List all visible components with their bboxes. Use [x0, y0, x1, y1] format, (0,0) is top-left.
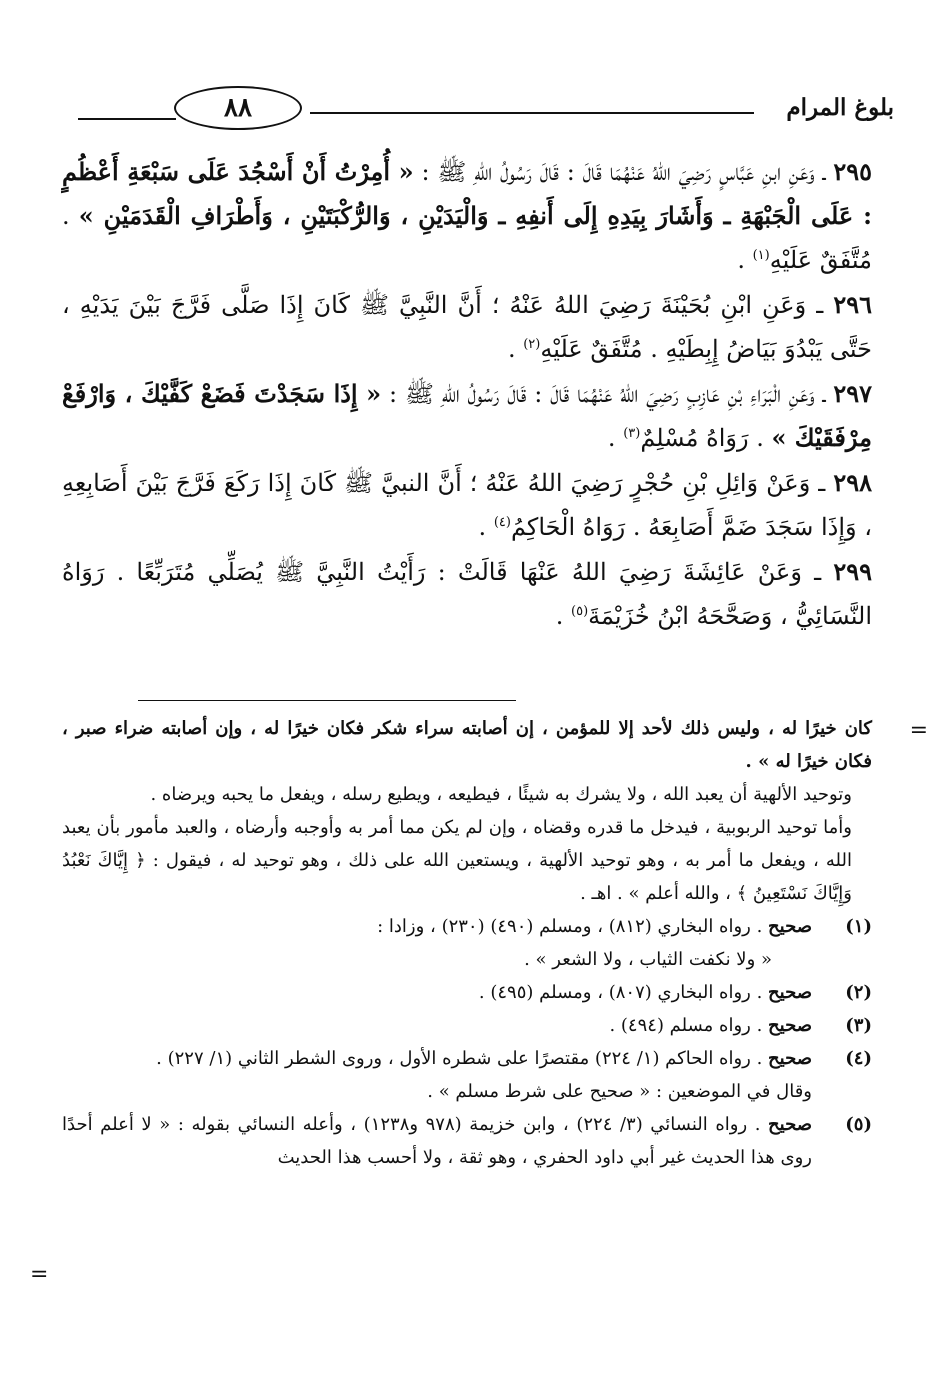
- footnote-text: . رواه البخاري (٨٠٧) ، ومسلم (٤٩٥) .: [478, 982, 769, 1003]
- continuation-mark-top: =: [909, 718, 928, 743]
- footnote-number: (٣): [845, 1015, 872, 1036]
- footnote-grade: صحيح: [768, 1048, 812, 1069]
- hadith-intro: وَعَنْ وَائِلِ بْنِ حُجْرٍ رَضِيَ اللهُ عَنْهُ ؛ أَنَّ النبيَّ ﷺ كَانَ إِذَا رَكَعَ فَرَّجَ بَيْنَ أَصَابِعِهِ ، وَإِذَا سَجَدَ ضَمَّ أَصَابِعَهُ: [62, 469, 872, 541]
- footnote-separator: [138, 700, 516, 701]
- hadith-intro: وَعَنِ ابْنِ بُحَيْنَةَ رَضِيَ اللهُ عَنْهُ ؛ أَنَّ النَّبِيَّ ﷺ كَانَ إِذَا صَلَّى فَرَّجَ بَيْنَ يَدَيْهِ ، حَتَّى يَبْدُوَ بَيَاضُ إِبِطَيْهِ: [62, 291, 872, 363]
- note-paragraph: [62, 712, 872, 778]
- footnote-4: [62, 1042, 872, 1075]
- footnote-text: . رواه الحاكم (١/ ٢٢٤) مقتصرًا على شطره الأول ، وروى الشطر الثاني (١/ ٢٢٧) .: [156, 1048, 769, 1069]
- hadith-end: .: [478, 513, 494, 541]
- footnote-text: . رواه مسلم (٤٩٤) .: [609, 1015, 769, 1036]
- continuation-mark-bottom: =: [30, 1262, 49, 1287]
- hadith-296: ٢٩٦ ـ وَعَنِ ابْنِ بُحَيْنَةَ رَضِيَ اللهُ عَنْهُ ؛ أَنَّ النَّبِيَّ ﷺ كَانَ إِذَا صَلَّى فَرَّجَ بَيْنَ يَدَيْهِ ، حَتَّى يَبْدُوَ بَيَاضُ إِبِطَيْهِ . مُتَّفَقٌ عَلَيْهِ$^{(٢)}$ .: [62, 290, 872, 363]
- hadith-source: . مُتَّفَقٌ عَلَيْهِ: [62, 202, 872, 274]
- footnote-text: . رواه النسائي (٣/ ٢٢٤) ، وابن خزيمة (٩٧٨ و١٢٣٨) ، وأعله النسائي بقوله : « لا أعلم أحدًا روى هذا الحديث غير أبي داود الحفري ، وهو ثقة ، ولا أحسب هذا الحديث: [62, 1114, 812, 1168]
- hadith-end: .: [507, 335, 524, 363]
- footnote-grade: صحيح: [768, 1114, 812, 1135]
- footnote-marker: (٥): [571, 604, 589, 619]
- hadith-end: .: [607, 424, 624, 452]
- footnote-grade: صحيح: [768, 916, 812, 937]
- hadith-end: .: [737, 246, 753, 274]
- footnote-marker: (١): [752, 248, 770, 263]
- note-paragraph: وأما توحيد الربوبية ، فيدخل ما قدره وقضاه ، وإن لم يكن مما أمر به وأوجبه وأرضاه ، والعبد مأمور بأن يعبد الله ، ويفعل ما أمر به ، وهو توحيد الألهية ، ويستعين الله على ذلك ، وهو توحيد له ، فيقول : ﴿ إِيَّاكَ نَعْبُدُ وَإِيَّاكَ نَسْتَعِينُ ﴾ ، والله أعلم » . اهـ .: [62, 817, 852, 904]
- hadith-number: ٢٩٨: [833, 468, 872, 497]
- footnote-1-extra: « ولا نكفت الثياب ، ولا الشعر » .: [524, 949, 772, 970]
- footnote-number: (٥): [845, 1114, 872, 1135]
- header-rule: [310, 112, 754, 114]
- hadith-number: ٢٩٦: [833, 290, 872, 319]
- page-header: [70, 88, 894, 144]
- hadith-298: ٢٩٨ ـ وَعَنْ وَائِلِ بْنِ حُجْرٍ رَضِيَ اللهُ عَنْهُ ؛ أَنَّ النبيَّ ﷺ كَانَ إِذَا رَكَعَ فَرَّجَ بَيْنَ أَصَابِعِهِ ، وَإِذَا سَجَدَ ضَمَّ أَصَابِعَهُ . رَوَاهُ الْحَاكِمُ$^{(٤)}$ .: [62, 468, 872, 541]
- footnote-3: [62, 1009, 872, 1042]
- hadith-quote: « إِذَا سَجَدْتَ فَضَعْ كَفَّيْكَ ، وَارْفَعْ مِرْفَقَيْكَ »: [62, 379, 872, 452]
- note-paragraph: وتوحيد الألهية أن يعبد الله ، ولا يشرك به شيئًا ، فيطيعه ، ويطيع رسله ، ويفعل ما يحبه ويرضاه .: [150, 784, 852, 805]
- footnote-4-extra: وقال في الموضعين : « صحيح على شرط مسلم » .: [427, 1081, 812, 1102]
- hadith-source: . رَوَاهُ الْحَاكِمُ: [510, 513, 649, 541]
- hadith-intro: وَعَنِ الْبَرَاءِ بْنِ عَازِبٍ رَضِيَ اللهُ عَنْهُمَا قَالَ : قَالَ رَسُولُ اللهِ ﷺ :: [381, 380, 815, 408]
- hadith-295: ٢٩٥ ـ وَعَنِ ابنِ عَبَّاسٍ رَضِيَ اللهُ عَنْهُمَا قَالَ : قَالَ رَسُولُ اللهِ ﷺ : « أُمِرْتُ أَنْ أَسْجُدَ عَلَى سَبْعَةِ أَعْظُمٍ : عَلَى الْجَبْهَةِ ـ وَأَشَارَ بِيَدِهِ إِلَى أَنفِهِ ـ وَالْيَدَيْنِ ، وَالرُّكْبَتَيْنِ ، وَأَطْرَافِ الْقَدَمَيْنِ » . مُتَّفَقٌ عَلَيْهِ$^{(١)}$ .: [62, 157, 872, 274]
- hadith-297: ٢٩٧ ـ وَعَنِ الْبَرَاءِ بْنِ عَازِبٍ رَضِيَ اللهُ عَنْهُمَا قَالَ : قَالَ رَسُولُ اللهِ ﷺ : « إِذَا سَجَدْتَ فَضَعْ كَفَّيْكَ ، وَارْفَعْ مِرْفَقَيْكَ » . رَوَاهُ مُسْلِمٌ$^{(٣)}$ .: [62, 379, 872, 452]
- note-bold-text: كان خيرًا له ، وليس ذلك لأحد إلا للمؤمن ، إن أصابته سراء شكر فكان خيرًا له ، وإن أصابته ضراء صبر ، فكان خيرًا له » .: [62, 718, 872, 772]
- hadith-list: [62, 150, 872, 639]
- hadith-intro: وَعَنْ عَائِشَةَ رَضِيَ اللهُ عَنْهَا قَالَتْ : رَأَيْتُ النَّبِيَّ ﷺ يُصَلِّي مُتَرَبِّعًا . رَوَاهُ النَّسَائِيُّ ، وَصَحَّحَهُ ابْنُ خُزَيْمَةَ: [62, 558, 872, 630]
- footnote-2: [62, 976, 872, 1009]
- hadith-end: .: [555, 602, 572, 630]
- hadith-intro: وَعَنِ ابنِ عَبَّاسٍ رَضِيَ اللهُ عَنْهُمَا قَالَ : قَالَ رَسُولُ اللهِ ﷺ :: [413, 158, 815, 186]
- footnote-number: (٤): [845, 1048, 872, 1069]
- footnote-5: [62, 1108, 872, 1174]
- hadith-quote: « أُمِرْتُ أَنْ أَسْجُدَ عَلَى سَبْعَةِ أَعْظُمٍ : عَلَى الْجَبْهَةِ ـ وَأَشَارَ بِيَدِهِ إِلَى أَنفِهِ ـ وَالْيَدَيْنِ ، وَالرُّكْبَتَيْنِ ، وَأَطْرَافِ الْقَدَمَيْنِ »: [62, 157, 872, 230]
- header-rule-tail: [78, 118, 176, 120]
- hadith-299: ٢٩٩ ـ وَعَنْ عَائِشَةَ رَضِيَ اللهُ عَنْهَا قَالَتْ : رَأَيْتُ النَّبِيَّ ﷺ يُصَلِّي مُتَرَبِّعًا . رَوَاهُ النَّسَائِيُّ ، وَصَحَّحَهُ ابْنُ خُزَيْمَةَ$^{(٥)}$ .: [62, 557, 873, 630]
- footnote-grade: صحيح: [768, 1015, 812, 1036]
- footnote-1: [62, 910, 872, 943]
- footnote-number: (٢): [845, 982, 872, 1003]
- footnote-grade: صحيح: [768, 982, 812, 1003]
- footnote-text: . رواه البخاري (٨١٢) ، ومسلم (٤٩٠) (٢٣٠) ، وزادا :: [377, 916, 769, 937]
- book-title: بلوغ المرام: [786, 94, 894, 121]
- footnote-marker: (٤): [493, 515, 511, 530]
- hadith-source: . رَوَاهُ مُسْلِمٌ: [640, 424, 772, 452]
- hadith-number: ٢٩٩: [833, 557, 873, 586]
- page-number: ٨٨: [174, 86, 302, 130]
- footnote-marker: (٣): [623, 426, 641, 441]
- hadith-number: ٢٩٥: [833, 157, 872, 186]
- footnote-marker: (٢): [523, 337, 541, 352]
- footnote-number: (١): [845, 916, 872, 937]
- footnotes-section: [62, 712, 928, 1174]
- hadith-number: ٢٩٧: [833, 379, 872, 408]
- hadith-source: . مُتَّفَقٌ عَلَيْهِ: [540, 335, 666, 363]
